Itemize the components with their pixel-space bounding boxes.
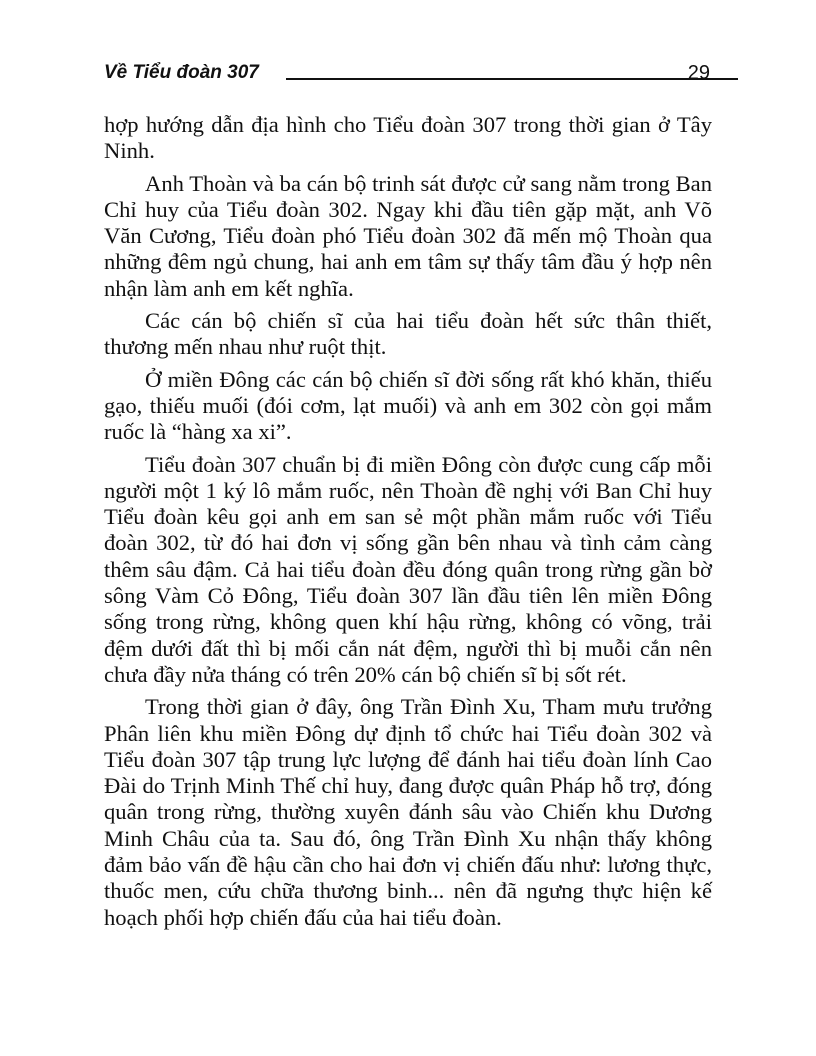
paragraph: Các cán bộ chiến sĩ của hai tiểu đoàn hết sức thân thiết, thương mến nhau như ruột thịt. bbox=[104, 308, 712, 360]
page-number: 29 bbox=[687, 62, 710, 84]
paragraph: Anh Thoàn và ba cán bộ trinh sát được cử sang nằm trong Ban Chỉ huy của Tiểu đoàn 302. Ngay khi đầu tiên gặp mặt, anh Võ Văn Cương, Tiểu đoàn phó Tiểu đoàn 302 đã mến mộ Thoàn qua những đêm ngủ chung, hai anh em tâm sự thấy tâm đầu ý hợp nên nhận làm anh em kết nghĩa. bbox=[104, 170, 712, 301]
paragraph: Ở miền Đông các cán bộ chiến sĩ đời sống rất khó khăn, thiếu gạo, thiếu muối (đói cơm, lạt muối) và anh em 302 còn gọi mắm ruốc là “hàng xa xi”. bbox=[104, 366, 712, 445]
paragraph: Tiểu đoàn 307 chuẩn bị đi miền Đông còn được cung cấp mỗi người một 1 ký lô mắm ruốc, nên Thoàn đề nghị với Ban Chỉ huy Tiểu đoàn kêu gọi anh em san sẻ một phần mắm ruốc với Tiểu đoàn 302, từ đó hai đơn vị sống gần bên nhau và tình cảm càng thêm sâu đậm. Cả hai tiểu đoàn đều đóng quân trong rừng gần bờ sông Vàm Cỏ Đông, Tiểu đoàn 307 lần đầu tiên lên miền Đông sống trong rừng, không quen khí hậu rừng, không có võng, trải đệm dưới đất thì bị mối cắn nát đệm, người thì bị muỗi cắn nên chưa đầy nửa tháng có trên 20% cán bộ chiến sĩ bị sốt rét. bbox=[104, 451, 712, 687]
body-text bbox=[104, 112, 712, 937]
paragraph: Trong thời gian ở đây, ông Trần Đình Xu, Tham mưu trưởng Phân liên khu miền Đông dự định tổ chức hai Tiểu đoàn 302 và Tiểu đoàn 307 tập trung lực lượng để đánh hai tiểu đoàn lính Cao Đài do Trịnh Minh Thế chỉ huy, đang được quân Pháp hỗ trợ, đóng quân trong rừng, thường xuyên đánh sâu vào Chiến khu Dương Minh Châu của ta. Sau đó, ông Trần Đình Xu nhận thấy không đảm bảo vấn đề hậu cần cho hai đơn vị chiến đấu như: lương thực, thuốc men, cứu chữa thương binh... nên đã ngưng thực hiện kế hoạch phối hợp chiến đấu của hai tiểu đoàn. bbox=[104, 694, 712, 930]
paragraph: hợp hướng dẫn địa hình cho Tiểu đoàn 307 trong thời gian ở Tây Ninh. bbox=[104, 112, 712, 164]
page-header bbox=[104, 60, 712, 90]
running-title: Về Tiểu đoàn 307 bbox=[104, 62, 259, 83]
header-rule bbox=[286, 78, 738, 80]
